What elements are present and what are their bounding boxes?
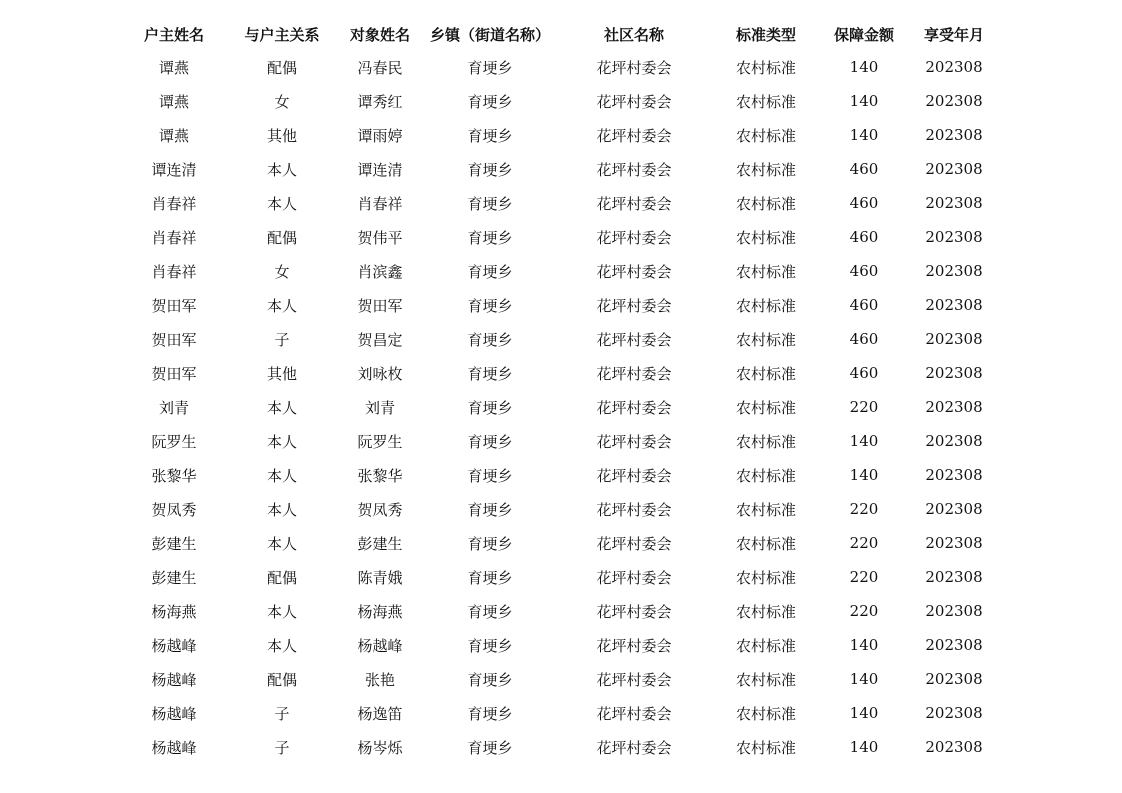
householder-name-cell: 贺田军	[151, 296, 197, 315]
relationship-cell: 本人	[266, 534, 297, 553]
community-cell: 花坪村委会	[596, 160, 672, 179]
table-row	[120, 492, 1000, 526]
amount-cell: 140	[849, 738, 879, 756]
table-row	[120, 424, 1000, 458]
community-cell: 花坪村委会	[596, 398, 672, 417]
standard-type-cell: 农村标准	[735, 92, 796, 111]
householder-name-cell: 彭建生	[151, 534, 197, 553]
relationship-cell: 子	[274, 704, 290, 723]
amount-cell: 460	[849, 228, 879, 246]
amount-cell: 140	[849, 670, 879, 688]
standard-type-cell: 农村标准	[735, 126, 796, 145]
township-cell: 育埂乡	[467, 262, 513, 281]
period-cell: 202308	[925, 194, 983, 212]
recipient-name-cell: 杨岑烁	[357, 738, 403, 757]
table-row	[120, 560, 1000, 594]
recipient-name-cell: 贺伟平	[357, 228, 403, 247]
township-cell: 育埂乡	[467, 364, 513, 383]
householder-name-cell: 杨越峰	[151, 704, 197, 723]
standard-type-cell: 农村标准	[735, 330, 796, 349]
table-row	[120, 152, 1000, 186]
relationship-cell: 其他	[266, 364, 297, 383]
householder-name-cell: 谭燕	[158, 58, 189, 77]
relationship-cell: 本人	[266, 398, 297, 417]
table-row	[120, 50, 1000, 84]
period-cell: 202308	[925, 330, 983, 348]
community-cell: 花坪村委会	[596, 534, 672, 553]
township-cell: 育埂乡	[467, 534, 513, 553]
relationship-cell: 本人	[266, 296, 297, 315]
householder-name-cell: 贺田军	[151, 364, 197, 383]
standard-type-cell: 农村标准	[735, 398, 796, 417]
householder-name-cell: 贺凤秀	[151, 500, 197, 519]
table-row	[120, 458, 1000, 492]
amount-cell: 140	[849, 704, 879, 722]
table-row	[120, 186, 1000, 220]
relationship-cell: 本人	[266, 500, 297, 519]
householder-name-cell: 谭燕	[158, 92, 189, 111]
table-row	[120, 526, 1000, 560]
period-cell: 202308	[925, 160, 983, 178]
householder-name-cell: 杨海燕	[151, 602, 197, 621]
community-cell: 花坪村委会	[596, 670, 672, 689]
householder-name-cell: 肖春祥	[151, 228, 197, 247]
community-cell: 花坪村委会	[596, 568, 672, 587]
township-cell: 育埂乡	[467, 704, 513, 723]
table-row	[120, 730, 1000, 764]
amount-cell: 460	[849, 262, 879, 280]
standard-type-cell: 农村标准	[735, 500, 796, 519]
recipient-name-cell: 谭连清	[357, 160, 403, 179]
recipient-name-cell: 张艳	[364, 670, 395, 689]
table-header	[120, 18, 1000, 50]
period-cell: 202308	[925, 296, 983, 314]
period-cell: 202308	[925, 126, 983, 144]
standard-type-cell: 农村标准	[735, 670, 796, 689]
period-cell: 202308	[925, 534, 983, 552]
table-row	[120, 628, 1000, 662]
township-cell: 育埂乡	[467, 500, 513, 519]
relationship-cell: 女	[274, 262, 290, 281]
relationship-cell: 本人	[266, 602, 297, 621]
recipient-name-cell: 刘青	[364, 398, 395, 417]
amount-cell: 140	[849, 126, 879, 144]
township-cell: 育埂乡	[467, 92, 513, 111]
standard-type-cell: 农村标准	[735, 194, 796, 213]
amount-cell: 220	[849, 568, 879, 586]
column-header-township: 乡镇（街道名称）	[429, 25, 550, 44]
township-cell: 育埂乡	[467, 466, 513, 485]
recipient-name-cell: 彭建生	[357, 534, 403, 553]
recipient-name-cell: 谭秀红	[357, 92, 403, 111]
standard-type-cell: 农村标准	[735, 602, 796, 621]
township-cell: 育埂乡	[467, 194, 513, 213]
table-row	[120, 118, 1000, 152]
community-cell: 花坪村委会	[596, 466, 672, 485]
community-cell: 花坪村委会	[596, 432, 672, 451]
standard-type-cell: 农村标准	[735, 160, 796, 179]
relationship-cell: 配偶	[266, 58, 297, 77]
table-row	[120, 288, 1000, 322]
householder-name-cell: 谭燕	[158, 126, 189, 145]
householder-name-cell: 杨越峰	[151, 636, 197, 655]
relationship-cell: 本人	[266, 466, 297, 485]
table-row	[120, 356, 1000, 390]
period-cell: 202308	[925, 466, 983, 484]
relationship-cell: 配偶	[266, 568, 297, 587]
householder-name-cell: 杨越峰	[151, 738, 197, 757]
community-cell: 花坪村委会	[596, 738, 672, 757]
recipient-name-cell: 贺昌定	[357, 330, 403, 349]
column-header-householder-name: 户主姓名	[143, 25, 204, 44]
period-cell: 202308	[925, 738, 983, 756]
township-cell: 育埂乡	[467, 228, 513, 247]
relationship-cell: 其他	[266, 126, 297, 145]
community-cell: 花坪村委会	[596, 364, 672, 383]
period-cell: 202308	[925, 228, 983, 246]
column-header-period: 享受年月	[923, 25, 984, 44]
table-row	[120, 220, 1000, 254]
table-row	[120, 390, 1000, 424]
relationship-cell: 子	[274, 330, 290, 349]
amount-cell: 460	[849, 296, 879, 314]
householder-name-cell: 谭连清	[151, 160, 197, 179]
householder-name-cell: 肖春祥	[151, 262, 197, 281]
period-cell: 202308	[925, 262, 983, 280]
township-cell: 育埂乡	[467, 296, 513, 315]
standard-type-cell: 农村标准	[735, 296, 796, 315]
period-cell: 202308	[925, 432, 983, 450]
relationship-cell: 配偶	[266, 670, 297, 689]
householder-name-cell: 肖春祥	[151, 194, 197, 213]
relationship-cell: 本人	[266, 636, 297, 655]
column-header-recipient-name: 对象姓名	[349, 25, 410, 44]
recipient-name-cell: 肖滨鑫	[357, 262, 403, 281]
recipient-name-cell: 杨越峰	[357, 636, 403, 655]
recipient-name-cell: 肖春祥	[357, 194, 403, 213]
table-row	[120, 322, 1000, 356]
column-header-amount: 保障金额	[833, 25, 894, 44]
recipient-name-cell: 张黎华	[357, 466, 403, 485]
amount-cell: 140	[849, 636, 879, 654]
recipient-name-cell: 刘咏枚	[357, 364, 403, 383]
householder-name-cell: 阮罗生	[151, 432, 197, 451]
period-cell: 202308	[925, 500, 983, 518]
relationship-cell: 本人	[266, 432, 297, 451]
period-cell: 202308	[925, 602, 983, 620]
community-cell: 花坪村委会	[596, 126, 672, 145]
relationship-cell: 女	[274, 92, 290, 111]
householder-name-cell: 杨越峰	[151, 670, 197, 689]
period-cell: 202308	[925, 568, 983, 586]
township-cell: 育埂乡	[467, 738, 513, 757]
period-cell: 202308	[925, 92, 983, 110]
amount-cell: 220	[849, 534, 879, 552]
community-cell: 花坪村委会	[596, 228, 672, 247]
relationship-cell: 子	[274, 738, 290, 757]
recipient-name-cell: 贺田军	[357, 296, 403, 315]
standard-type-cell: 农村标准	[735, 58, 796, 77]
amount-cell: 220	[849, 602, 879, 620]
householder-name-cell: 刘青	[158, 398, 189, 417]
standard-type-cell: 农村标准	[735, 364, 796, 383]
amount-cell: 140	[849, 432, 879, 450]
standard-type-cell: 农村标准	[735, 636, 796, 655]
relationship-cell: 本人	[266, 160, 297, 179]
recipient-name-cell: 冯春民	[357, 58, 403, 77]
recipient-name-cell: 阮罗生	[357, 432, 403, 451]
table-body	[120, 50, 1000, 764]
township-cell: 育埂乡	[467, 58, 513, 77]
recipient-name-cell: 杨逸笛	[357, 704, 403, 723]
document-page	[120, 18, 1000, 764]
amount-cell: 140	[849, 92, 879, 110]
recipient-name-cell: 杨海燕	[357, 602, 403, 621]
table-row	[120, 254, 1000, 288]
standard-type-cell: 农村标准	[735, 738, 796, 757]
recipient-name-cell: 陈青娥	[357, 568, 403, 587]
community-cell: 花坪村委会	[596, 704, 672, 723]
column-header-community: 社区名称	[603, 25, 664, 44]
community-cell: 花坪村委会	[596, 636, 672, 655]
standard-type-cell: 农村标准	[735, 262, 796, 281]
column-header-relationship: 与户主关系	[244, 25, 320, 44]
community-cell: 花坪村委会	[596, 58, 672, 77]
column-header-standard-type: 标准类型	[735, 25, 796, 44]
township-cell: 育埂乡	[467, 568, 513, 587]
community-cell: 花坪村委会	[596, 194, 672, 213]
standard-type-cell: 农村标准	[735, 568, 796, 587]
amount-cell: 460	[849, 194, 879, 212]
amount-cell: 460	[849, 364, 879, 382]
standard-type-cell: 农村标准	[735, 466, 796, 485]
township-cell: 育埂乡	[467, 432, 513, 451]
amount-cell: 140	[849, 58, 879, 76]
standard-type-cell: 农村标准	[735, 228, 796, 247]
table-row	[120, 662, 1000, 696]
table-row	[120, 594, 1000, 628]
period-cell: 202308	[925, 364, 983, 382]
benefit-recipient-table	[120, 18, 1000, 764]
header-row	[120, 18, 1000, 50]
community-cell: 花坪村委会	[596, 296, 672, 315]
standard-type-cell: 农村标准	[735, 432, 796, 451]
householder-name-cell: 贺田军	[151, 330, 197, 349]
recipient-name-cell: 贺凤秀	[357, 500, 403, 519]
township-cell: 育埂乡	[467, 330, 513, 349]
relationship-cell: 配偶	[266, 228, 297, 247]
amount-cell: 460	[849, 160, 879, 178]
amount-cell: 140	[849, 466, 879, 484]
township-cell: 育埂乡	[467, 670, 513, 689]
community-cell: 花坪村委会	[596, 500, 672, 519]
recipient-name-cell: 谭雨婷	[357, 126, 403, 145]
township-cell: 育埂乡	[467, 636, 513, 655]
community-cell: 花坪村委会	[596, 262, 672, 281]
householder-name-cell: 张黎华	[151, 466, 197, 485]
period-cell: 202308	[925, 670, 983, 688]
township-cell: 育埂乡	[467, 126, 513, 145]
community-cell: 花坪村委会	[596, 602, 672, 621]
township-cell: 育埂乡	[467, 160, 513, 179]
table-row	[120, 696, 1000, 730]
amount-cell: 220	[849, 398, 879, 416]
period-cell: 202308	[925, 398, 983, 416]
community-cell: 花坪村委会	[596, 330, 672, 349]
period-cell: 202308	[925, 636, 983, 654]
householder-name-cell: 彭建生	[151, 568, 197, 587]
standard-type-cell: 农村标准	[735, 534, 796, 553]
standard-type-cell: 农村标准	[735, 704, 796, 723]
township-cell: 育埂乡	[467, 398, 513, 417]
period-cell: 202308	[925, 58, 983, 76]
relationship-cell: 本人	[266, 194, 297, 213]
period-cell: 202308	[925, 704, 983, 722]
table-row	[120, 84, 1000, 118]
amount-cell: 220	[849, 500, 879, 518]
amount-cell: 460	[849, 330, 879, 348]
community-cell: 花坪村委会	[596, 92, 672, 111]
township-cell: 育埂乡	[467, 602, 513, 621]
